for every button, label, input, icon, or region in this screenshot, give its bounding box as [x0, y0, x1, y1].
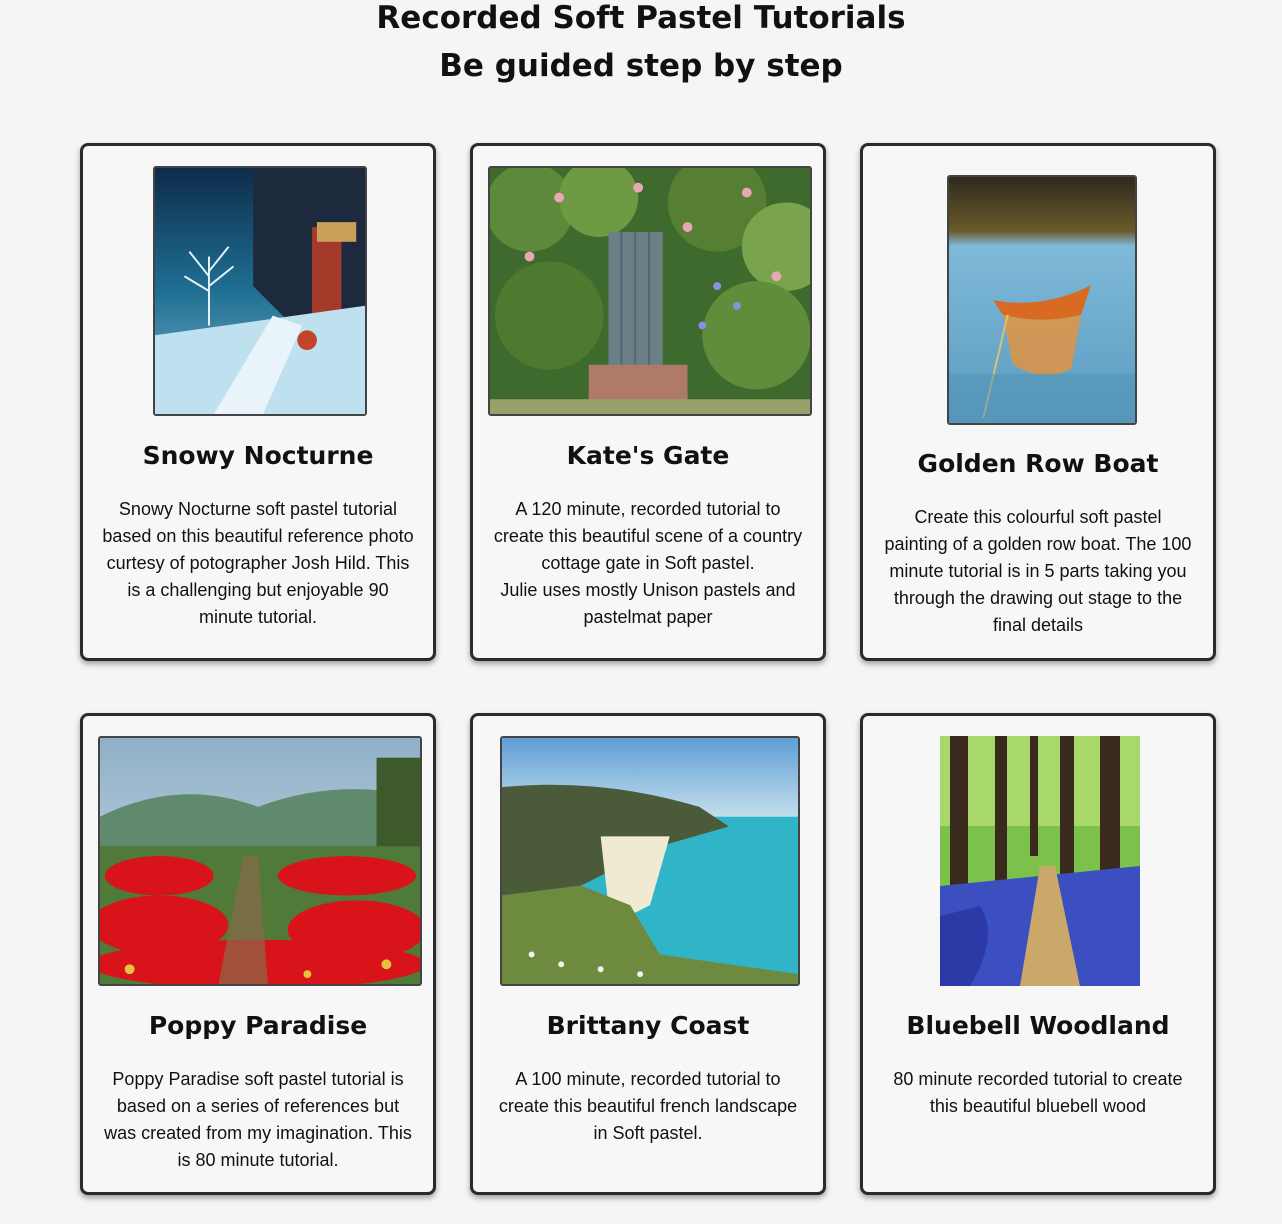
- snowy-street-painting-icon[interactable]: [153, 166, 367, 416]
- tutorial-card-poppy-paradise[interactable]: [80, 713, 436, 1195]
- garden-gate-painting-icon[interactable]: [488, 166, 812, 416]
- row-boat-painting-icon[interactable]: [947, 175, 1137, 425]
- poppy-field-painting-icon[interactable]: [98, 736, 422, 986]
- page-title: Recorded Soft Pastel Tutorials: [376, 0, 906, 36]
- page-subtitle: Be guided step by step: [439, 48, 843, 84]
- tutorial-card-snowy-nocturne[interactable]: [80, 143, 436, 661]
- bluebell-wood-painting-icon[interactable]: [940, 736, 1140, 986]
- card-title: Brittany Coast: [546, 1011, 750, 1040]
- card-title: Golden Row Boat: [917, 449, 1159, 478]
- card-description: A 120 minute, recorded tutorial to create this beautiful scene of a country cottage gate in Soft pastel. Julie uses mostly Unison pastels and pastelmat paper: [493, 499, 803, 627]
- card-description: Create this colourful soft pastel painting of a golden row boat. The 100 minute tutorial is in 5 parts taking you through the drawing out stage to the final details: [884, 507, 1192, 635]
- tutorial-card-golden-row-boat[interactable]: [860, 143, 1216, 661]
- tutorial-card-bluebell-woodland[interactable]: [860, 713, 1216, 1195]
- card-description: Snowy Nocturne soft pastel tutorial based on this beautiful reference photo curtesy of potographer Josh Hild. This is a challenging but enjoyable 90 minute tutorial.: [102, 499, 414, 627]
- card-title: Kate's Gate: [566, 441, 730, 470]
- card-description: A 100 minute, recorded tutorial to create this beautiful french landscape in Soft pastel.: [498, 1069, 798, 1143]
- card-description: 80 minute recorded tutorial to create this beautiful bluebell wood: [893, 1069, 1183, 1116]
- tutorial-card-kates-gate[interactable]: [470, 143, 826, 661]
- card-description: Poppy Paradise soft pastel tutorial is based on a series of references but was created from my imagination. This is 80 minute tutorial.: [104, 1069, 412, 1170]
- card-title: Bluebell Woodland: [906, 1011, 1170, 1040]
- tutorial-card-brittany-coast[interactable]: [470, 713, 826, 1195]
- card-title: Poppy Paradise: [148, 1011, 368, 1040]
- coastline-painting-icon[interactable]: [500, 736, 800, 986]
- card-title: Snowy Nocturne: [142, 441, 374, 470]
